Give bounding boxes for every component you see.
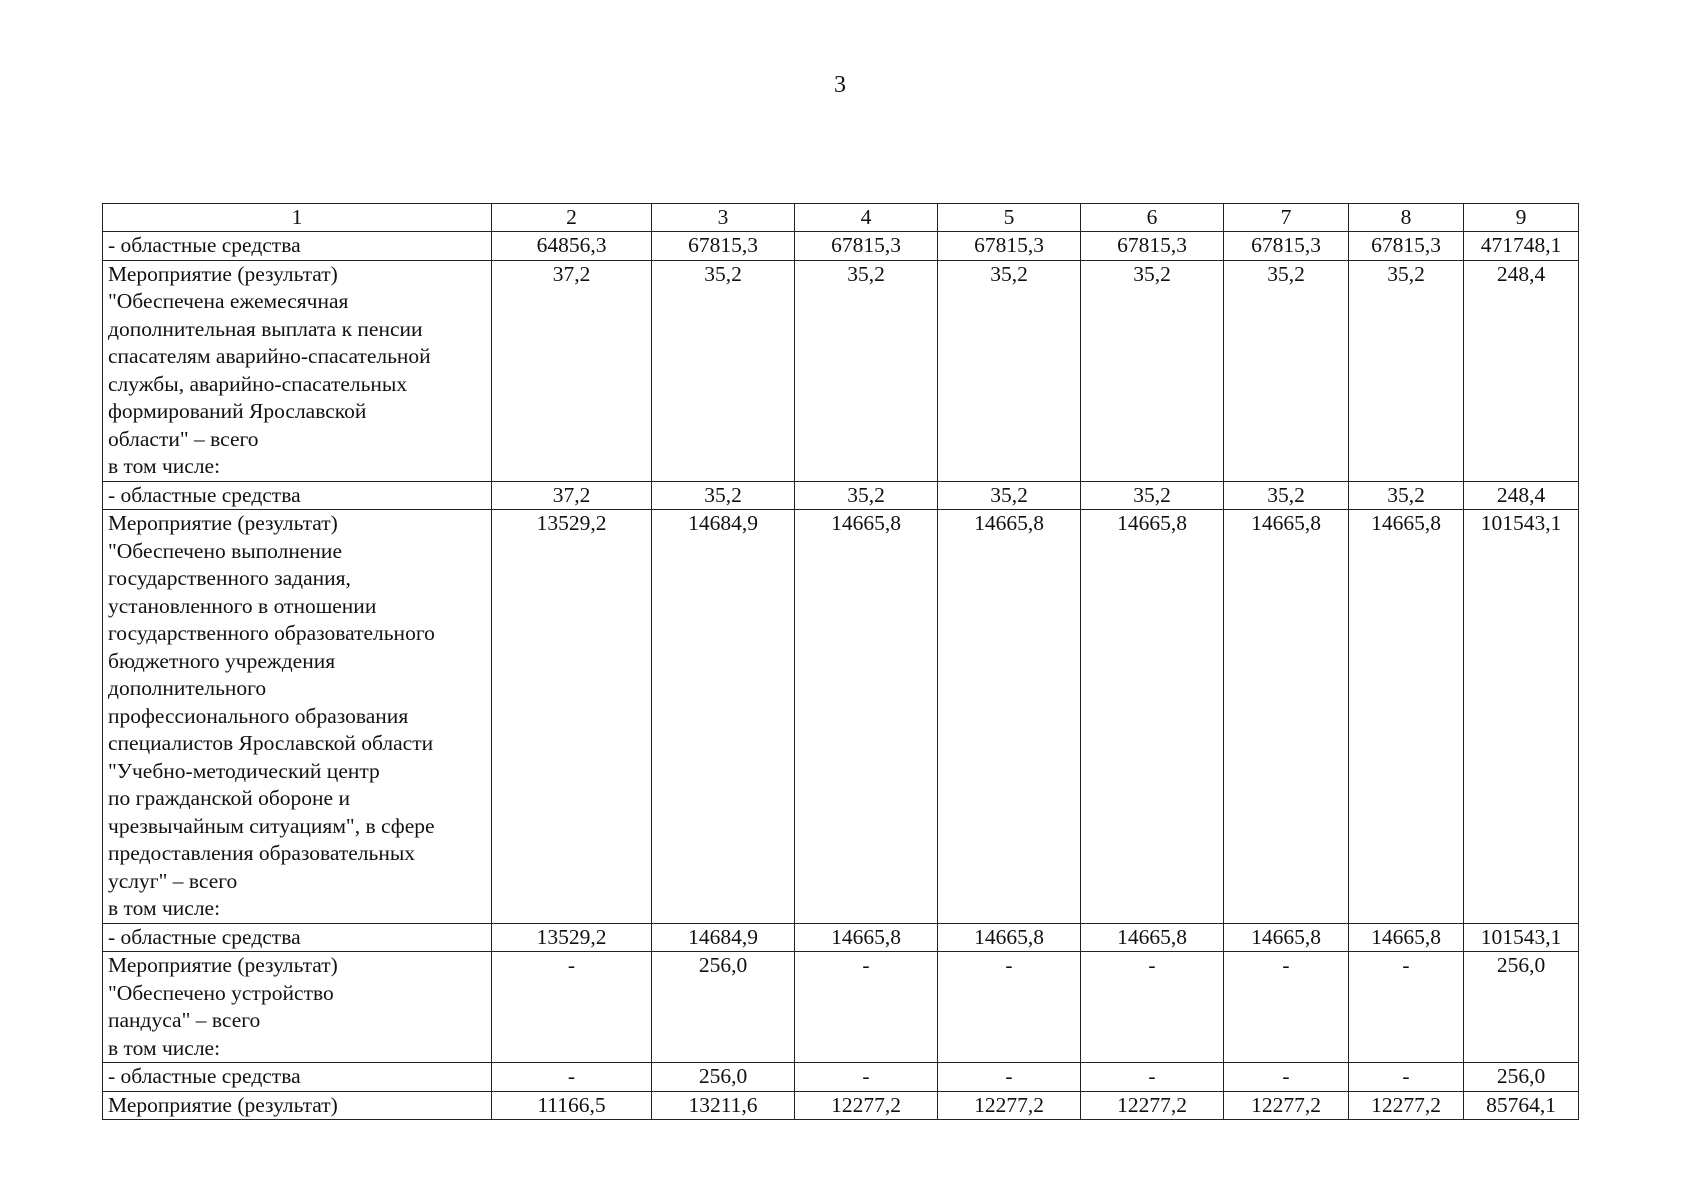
value-cell: - [492,1063,652,1092]
value-cell: - [795,1063,938,1092]
value-cell: 35,2 [1224,260,1349,481]
row-name-line: специалистов Ярославской области [108,731,434,755]
value-cell: 35,2 [938,260,1081,481]
row-name-line: пандуса" – всего [108,1008,261,1032]
row-name-cell [103,923,492,952]
value-cell: 67815,3 [1081,232,1224,261]
column-number: 4 [795,204,938,232]
value-cell: 101543,1 [1464,923,1579,952]
row-name-line: Мероприятие (результат) [108,261,338,286]
value-cell: 14684,9 [652,923,795,952]
value-cell: 11166,5 [492,1091,652,1120]
row-name-line: Мероприятие (результат) [108,953,338,977]
value-cell: 35,2 [1081,481,1224,510]
value-cell: 67815,3 [652,232,795,261]
row-name-line: - областные средства [108,924,301,949]
value-cell: 14665,8 [1224,923,1349,952]
value-cell: 14665,8 [938,510,1081,924]
value-cell: 35,2 [795,260,938,481]
row-name-line: службы, аварийно-спасательных [108,371,408,396]
value-cell: 67815,3 [1349,232,1464,261]
value-cell: 471748,1 [1464,232,1579,261]
table-header-row [103,204,1579,232]
row-name-line: в том числе: [108,454,221,478]
value-cell: 14665,8 [1081,923,1224,952]
value-cell: 12277,2 [938,1091,1081,1120]
value-cell: - [795,952,938,1063]
value-cell: - [938,952,1081,1063]
table-row [103,1091,1579,1120]
row-name-line: - областные средства [108,233,301,257]
value-cell: 14684,9 [652,510,795,924]
value-cell: 37,2 [492,481,652,510]
value-cell: 35,2 [652,260,795,481]
value-cell: - [1081,1063,1224,1092]
value-cell: 64856,3 [492,232,652,261]
value-cell: 256,0 [652,952,795,1063]
value-cell: 12277,2 [1081,1091,1224,1120]
value-cell: 13529,2 [492,923,652,952]
table-row [103,1063,1579,1092]
column-number: 9 [1464,204,1579,232]
row-name-cell [103,260,492,481]
row-name-line: по гражданской обороне и [108,786,350,810]
row-name-line: "Обеспечено устройство [108,980,334,1005]
value-cell: 101543,1 [1464,510,1579,924]
table-row [103,232,1579,261]
value-cell: - [1349,952,1464,1063]
value-cell: - [1224,1063,1349,1092]
row-name-line: установленного в отношении [108,593,377,618]
value-cell: 35,2 [1081,260,1224,481]
column-number: 7 [1224,204,1349,232]
row-name-line: - областные средства [108,1064,301,1088]
value-cell: 35,2 [1349,481,1464,510]
value-cell: - [938,1063,1081,1092]
value-cell: 14665,8 [938,923,1081,952]
column-number: 2 [492,204,652,232]
row-name-line: государственного образовательного [108,621,435,645]
row-name-line: - областные средства [108,482,301,507]
column-number: 3 [652,204,795,232]
column-number: 6 [1081,204,1224,232]
value-cell: - [1081,952,1224,1063]
value-cell: 35,2 [795,481,938,510]
row-name-line: "Обеспечена ежемесячная [108,289,349,313]
column-number: 1 [103,204,492,232]
column-number: 5 [938,204,1081,232]
value-cell: 12277,2 [1349,1091,1464,1120]
value-cell: 67815,3 [1224,232,1349,261]
row-name-cell [103,1063,492,1092]
value-cell: 37,2 [492,260,652,481]
value-cell: 14665,8 [1224,510,1349,924]
value-cell: 12277,2 [1224,1091,1349,1120]
value-cell: 12277,2 [795,1091,938,1120]
value-cell: 67815,3 [795,232,938,261]
row-name-cell [103,952,492,1063]
value-cell: 35,2 [938,481,1081,510]
value-cell: 248,4 [1464,260,1579,481]
row-name-line: Мероприятие (результат) [108,511,338,535]
row-name-cell [103,481,492,510]
row-name-line: дополнительного [108,676,267,700]
row-name-line: чрезвычайным ситуациям", в сфере [108,813,435,838]
value-cell: 13529,2 [492,510,652,924]
value-cell: 14665,8 [1081,510,1224,924]
value-cell: - [492,952,652,1063]
value-cell: 85764,1 [1464,1091,1579,1120]
value-cell: - [1349,1063,1464,1092]
table-row [103,260,1579,481]
table-row [103,952,1579,1063]
table-row [103,923,1579,952]
row-name-line: дополнительная выплата к пенсии [108,316,423,341]
row-name-line: "Обеспечено выполнение [108,538,342,563]
value-cell: - [1224,952,1349,1063]
value-cell: 14665,8 [1349,923,1464,952]
value-cell: 256,0 [1464,1063,1579,1092]
row-name-line: в том числе: [108,1035,221,1060]
value-cell: 248,4 [1464,481,1579,510]
row-name-line: в том числе: [108,896,221,920]
value-cell: 35,2 [1224,481,1349,510]
row-name-line: предоставления образовательных [108,841,416,865]
row-name-cell [103,510,492,924]
value-cell: 14665,8 [795,923,938,952]
table-body [103,232,1579,1120]
value-cell: 13211,6 [652,1091,795,1120]
row-name-line: спасателям аварийно-спасательной [108,344,431,368]
row-name-line: "Учебно-методический центр [108,758,380,783]
value-cell: 67815,3 [938,232,1081,261]
row-name-line: формирований Ярославской [108,399,367,423]
value-cell: 35,2 [652,481,795,510]
table-row [103,510,1579,924]
row-name-line: бюджетного учреждения [108,648,336,673]
value-cell: 256,0 [652,1063,795,1092]
row-name-line: области" – всего [108,426,259,451]
value-cell: 14665,8 [1349,510,1464,924]
row-name-line: услуг" – всего [108,868,238,893]
row-name-line: профессионального образования [108,703,409,728]
value-cell: 14665,8 [795,510,938,924]
budget-table [102,203,1579,1120]
column-number: 8 [1349,204,1464,232]
row-name-line: государственного задания, [108,566,351,590]
row-name-line: Мероприятие (результат) [108,1092,338,1117]
page-number: 3 [834,72,846,98]
row-name-cell [103,1091,492,1120]
value-cell: 35,2 [1349,260,1464,481]
row-name-cell [103,232,492,261]
value-cell: 256,0 [1464,952,1579,1063]
table-row [103,481,1579,510]
